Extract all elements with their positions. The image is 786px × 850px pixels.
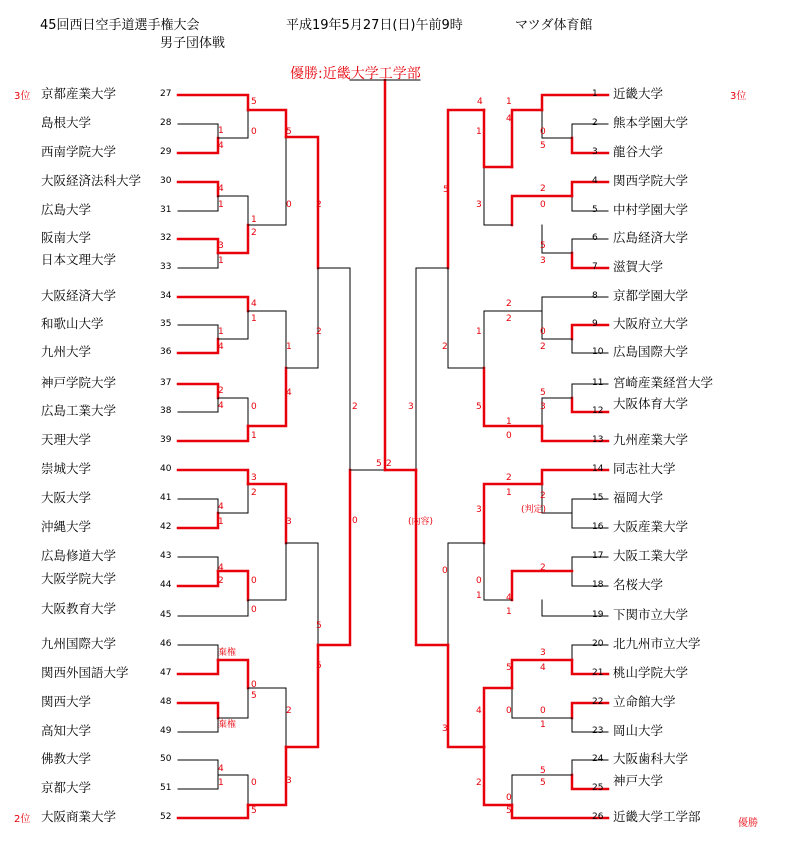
bracket-line <box>512 110 542 167</box>
seed-number: 12 <box>592 406 604 416</box>
team-name: 広島経済大学 <box>613 230 689 245</box>
team-name: 関西大学 <box>41 694 92 709</box>
seed-number: 32 <box>160 233 172 243</box>
score-label: 4 <box>218 764 224 774</box>
seed-number: 4 <box>592 176 598 186</box>
seed-number: 3 <box>592 147 598 157</box>
score-label: 1 <box>218 778 224 788</box>
score-label: 3 <box>540 648 546 658</box>
score-label: 5 <box>376 459 382 469</box>
score-label: 2 <box>506 473 512 483</box>
seed-number: 7 <box>592 262 598 272</box>
seed-number: 48 <box>160 697 172 707</box>
score-label: 4 <box>218 184 224 194</box>
bracket-line <box>178 95 248 110</box>
seed-number: 28 <box>160 118 172 128</box>
score-label: 3 <box>286 517 292 527</box>
score-label: 0 <box>286 200 292 210</box>
team-name: 日本文理大学 <box>41 252 117 267</box>
bracket-line <box>286 645 318 747</box>
score-label: 1 <box>506 488 512 498</box>
bracket-line <box>572 138 608 153</box>
seed-number: 34 <box>160 291 172 301</box>
team-name: 天理大学 <box>41 432 92 447</box>
score-label: 2 <box>352 402 358 412</box>
team-name: 立命館大学 <box>613 694 676 709</box>
team-name: 九州大学 <box>41 344 92 359</box>
score-label: 棄権 <box>218 648 237 658</box>
bracket-line <box>218 660 248 688</box>
team-name: 京都産業大学 <box>41 86 117 101</box>
score-label: 0 <box>251 605 257 615</box>
score-label: 3 <box>251 473 257 483</box>
bracket-line <box>178 718 218 732</box>
bracket-line <box>572 253 608 268</box>
bracket-line <box>484 368 542 426</box>
team-name: 大阪産業大学 <box>613 519 689 534</box>
score-label: (判定) <box>521 505 547 515</box>
event-venue: マツダ体育館 <box>515 18 593 33</box>
seed-number: 35 <box>160 319 172 329</box>
score-label: 3 <box>476 200 482 210</box>
team-name: 中村学園大学 <box>613 202 689 217</box>
bracket-line <box>542 398 572 426</box>
bracket-line <box>572 196 608 211</box>
seed-number: 33 <box>160 262 172 272</box>
team-name: 宮崎産業経営大学 <box>613 375 714 390</box>
seed-number: 16 <box>592 522 604 532</box>
team-name: 龍谷大学 <box>613 144 664 159</box>
score-label: 0 <box>476 576 482 586</box>
bracket-line <box>318 268 350 470</box>
score-label: 5 <box>540 241 546 251</box>
seed-number: 20 <box>592 639 604 649</box>
score-label: 2 <box>540 184 546 194</box>
seed-number: 10 <box>592 347 604 357</box>
team-name: 大阪大学 <box>41 490 92 505</box>
score-label: 5 <box>251 97 257 107</box>
score-label: 0 <box>251 127 257 137</box>
team-name: 大阪経済大学 <box>41 288 117 303</box>
score-label: 4 <box>476 706 482 716</box>
seed-number: 9 <box>592 319 598 329</box>
score-label: 0 <box>540 706 546 716</box>
score-label: 1 <box>540 720 546 730</box>
team-name: 名桜大学 <box>613 577 664 592</box>
bracket-line <box>178 384 218 398</box>
bracket-line <box>572 239 608 253</box>
bracket-line <box>178 253 218 268</box>
seed-number: 5 <box>592 205 598 215</box>
event-date: 平成19年5月27日(日)午前9時 <box>286 18 463 33</box>
bracket-line <box>178 182 218 196</box>
team-name: 九州国際大学 <box>41 636 117 651</box>
seed-number: 30 <box>160 176 172 186</box>
seed-number: 29 <box>160 147 172 157</box>
event-category: 男子団体戦 <box>160 36 226 51</box>
score-label: 0 <box>540 200 546 210</box>
seed-number: 2 <box>592 118 598 128</box>
seed-number: 43 <box>160 551 172 561</box>
team-name: 近畿大学工学部 <box>613 809 701 824</box>
team-name: 大阪歯科大学 <box>613 751 689 766</box>
score-label: 1 <box>476 591 482 601</box>
score-label: 3 <box>540 402 546 412</box>
score-label: 4 <box>540 663 546 673</box>
score-label: 5 <box>476 402 482 412</box>
score-label: 1 <box>251 314 257 324</box>
team-name: 島根大学 <box>41 115 92 130</box>
score-label: 4 <box>477 97 483 107</box>
score-label: 2 <box>476 778 482 788</box>
score-label: 2 <box>251 228 257 238</box>
score-label: 1 <box>506 417 512 427</box>
bracket-line <box>178 297 248 311</box>
score-label: 4 <box>218 141 224 151</box>
score-label: 2 <box>218 386 224 396</box>
bracket-line <box>542 225 572 253</box>
team-name: 広島大学 <box>41 202 92 217</box>
seed-number: 8 <box>592 291 598 301</box>
score-label: 5 <box>316 621 322 631</box>
seed-number: 22 <box>592 697 604 707</box>
score-label: 1 <box>218 327 224 337</box>
bracket-line <box>248 137 286 225</box>
score-label: 2 <box>540 342 546 352</box>
seed-number: 36 <box>160 347 172 357</box>
seed-number: 42 <box>160 522 172 532</box>
bracket-line <box>178 470 248 484</box>
seed-number: 51 <box>160 783 172 793</box>
bracket-line <box>178 660 218 674</box>
team-name: 岡山大学 <box>613 723 664 738</box>
seed-number: 17 <box>592 551 604 561</box>
seed-number: 21 <box>592 668 604 678</box>
team-name: 佛教大学 <box>41 751 92 766</box>
score-label: 1 <box>218 517 224 527</box>
score-label: 1 <box>218 126 224 136</box>
score-label: 5 <box>540 778 546 788</box>
bracket-line <box>178 760 218 775</box>
seed-number: 31 <box>160 205 172 215</box>
team-name: 大阪体育大学 <box>613 396 689 411</box>
seed-number: 15 <box>592 493 604 503</box>
score-label: 0 <box>251 778 257 788</box>
team-name: 神戸学院大学 <box>41 375 117 390</box>
team-name: 大阪学院大学 <box>41 571 117 586</box>
seed-number: 37 <box>160 378 172 388</box>
team-name: 滋賀大学 <box>613 259 664 274</box>
seed-number: 39 <box>160 435 172 445</box>
team-name: 大阪経済法科大学 <box>41 173 142 188</box>
seed-number: 6 <box>592 233 598 243</box>
team-name: 広島工業大学 <box>41 403 117 418</box>
bracket-line <box>542 95 608 110</box>
score-label: 5 <box>540 766 546 776</box>
score-label: 0 <box>506 706 512 716</box>
rank-badge: 優勝 <box>738 818 758 829</box>
score-label: 5 <box>316 661 322 671</box>
team-name: 大阪府立大学 <box>613 316 689 331</box>
score-label: 4 <box>218 563 224 573</box>
seed-number: 19 <box>592 610 604 620</box>
team-name: 北九州市立大学 <box>613 636 701 651</box>
team-name: 広島国際大学 <box>613 344 689 359</box>
score-label: 5 <box>506 806 512 816</box>
team-name: 大阪教育大学 <box>41 601 117 616</box>
score-label: 4 <box>506 593 512 603</box>
rank-badge: 3位 <box>730 91 747 102</box>
bracket-line <box>178 325 218 339</box>
score-label: 1 <box>506 97 512 107</box>
bracket-line <box>512 571 572 600</box>
team-name: 桃山学院大学 <box>613 665 689 680</box>
seed-number: 26 <box>592 812 604 822</box>
bracket-line <box>448 268 484 368</box>
bracket-line <box>542 297 608 311</box>
score-label: 5 <box>286 127 292 137</box>
rank-badge: 3位 <box>14 91 31 102</box>
team-name: 阪南大学 <box>41 230 92 245</box>
bracket-line <box>318 470 350 645</box>
bracket-line <box>572 124 608 138</box>
team-name: 大阪工業大学 <box>613 548 689 563</box>
bracket-line <box>178 703 218 718</box>
champion-banner: 優勝:近畿大学工学部 <box>290 66 421 82</box>
bracket-line <box>484 311 542 368</box>
bracket-line <box>248 543 286 600</box>
bracket-line <box>286 268 318 368</box>
team-name: 福岡大学 <box>613 490 664 505</box>
seed-number: 13 <box>592 435 604 445</box>
seed-number: 38 <box>160 406 172 416</box>
score-label: 1 <box>251 215 257 225</box>
score-label: 0 <box>540 127 546 137</box>
score-label: 5 <box>540 141 546 151</box>
bracket-line <box>178 124 218 138</box>
team-name: 下関市立大学 <box>613 607 689 622</box>
score-label: 3 <box>218 241 224 251</box>
score-label: 5 <box>540 388 546 398</box>
score-label: 1 <box>476 127 482 137</box>
bracket-line <box>178 571 218 586</box>
seed-number: 23 <box>592 726 604 736</box>
seed-number: 52 <box>160 812 172 822</box>
score-label: 2 <box>218 576 224 586</box>
bracket-line <box>178 775 218 789</box>
score-label: 2 <box>286 706 292 716</box>
seed-number: 1 <box>592 89 598 99</box>
bracket-line <box>286 543 318 645</box>
seed-number: 49 <box>160 726 172 736</box>
seed-number: 11 <box>592 378 604 388</box>
score-label: 5 <box>506 663 512 673</box>
team-name: 近畿大学 <box>613 86 664 101</box>
score-label: 0 <box>506 431 512 441</box>
score-label: 0 <box>442 566 448 576</box>
rank-badge: 2位 <box>14 814 31 825</box>
bracket-line <box>448 645 484 747</box>
score-label: 2 <box>540 491 546 501</box>
score-label: 4 <box>218 342 224 352</box>
bracket-line <box>178 339 218 353</box>
team-name: 崇城大学 <box>41 461 92 476</box>
team-name: 九州産業大学 <box>613 432 689 447</box>
bracket-line <box>178 499 218 513</box>
bracket-line <box>542 311 572 339</box>
score-label: 4 <box>218 401 224 411</box>
score-label: 1 <box>286 342 292 352</box>
team-name: 和歌山大学 <box>41 316 104 331</box>
score-label: 棄権 <box>218 720 237 730</box>
score-label: 2 <box>316 327 322 337</box>
team-name: 関西学院大学 <box>613 173 689 188</box>
bracket-line <box>178 805 248 818</box>
team-name: 関西外国語大学 <box>41 665 129 680</box>
seed-number: 45 <box>160 610 172 620</box>
score-label: 2 <box>540 563 546 573</box>
bracket-line <box>248 747 286 805</box>
bracket-line <box>178 513 218 528</box>
bracket-line <box>218 688 248 718</box>
score-label: 3 <box>476 505 482 515</box>
score-label: 2 <box>506 314 512 324</box>
score-label: 2 <box>386 459 392 469</box>
team-name: 同志社大学 <box>613 461 676 476</box>
bracket-line <box>178 557 218 571</box>
score-label: 2 <box>251 488 257 498</box>
score-label: 0 <box>352 516 358 526</box>
score-label: 2 <box>442 342 448 352</box>
seed-number: 50 <box>160 754 172 764</box>
bracket-line <box>178 138 218 153</box>
seed-number: 46 <box>160 639 172 649</box>
bracket-line <box>572 182 608 196</box>
score-label: 1 <box>218 256 224 266</box>
seed-number: 44 <box>160 580 172 590</box>
team-name: 大阪商業大学 <box>41 809 117 824</box>
bracket-line <box>178 645 218 660</box>
bracket-line <box>542 110 572 138</box>
bracket-line <box>572 325 608 339</box>
score-label: 0 <box>506 793 512 803</box>
event-title: 45回西日空手道選手権大会 <box>40 18 200 33</box>
seed-number: 25 <box>592 783 604 793</box>
score-label: 3 <box>286 776 292 786</box>
score-label: 4 <box>506 114 512 124</box>
score-label: 5 <box>251 691 257 701</box>
bracket-line <box>178 600 248 616</box>
score-label: 2 <box>316 200 322 210</box>
seed-number: 24 <box>592 754 604 764</box>
team-name: 広島修道大学 <box>41 548 117 563</box>
score-label: 4 <box>251 299 257 309</box>
team-name: 神戸大学 <box>613 773 664 788</box>
score-label: 5 <box>251 806 257 816</box>
bracket-line <box>484 543 512 600</box>
score-label: 1 <box>218 200 224 210</box>
team-name: 京都学園大学 <box>613 288 689 303</box>
score-label: 1 <box>251 431 257 441</box>
seed-number: 27 <box>160 89 172 99</box>
score-label: 0 <box>540 327 546 337</box>
bracket-line <box>178 398 218 412</box>
score-label: 1 <box>506 607 512 617</box>
bracket-line <box>178 426 248 441</box>
score-label: 4 <box>218 502 224 512</box>
score-label: 0 <box>251 402 257 412</box>
seed-number: 41 <box>160 493 172 503</box>
seed-number: 18 <box>592 580 604 590</box>
seed-number: 40 <box>160 464 172 474</box>
bracket-line <box>248 368 286 426</box>
score-label: 0 <box>251 680 257 690</box>
bracket-line <box>484 167 512 225</box>
score-label: 3 <box>408 402 414 412</box>
bracket-line <box>178 239 218 253</box>
bracket-line <box>178 196 218 211</box>
team-name: 京都大学 <box>41 780 92 795</box>
bracket-line <box>542 484 572 513</box>
seed-number: 47 <box>160 668 172 678</box>
team-name: 高知大学 <box>41 723 92 738</box>
seed-number: 14 <box>592 464 604 474</box>
bracket-line <box>484 688 512 747</box>
score-label: 3 <box>442 724 448 734</box>
score-label: 2 <box>506 299 512 309</box>
bracket-line <box>416 268 448 470</box>
score-label: 3 <box>540 256 546 266</box>
score-label: 1 <box>476 327 482 337</box>
score-label: 0 <box>251 576 257 586</box>
team-name: 西南学院大学 <box>41 144 117 159</box>
bracket-line <box>416 470 448 645</box>
team-name: 熊本学園大学 <box>613 115 689 130</box>
score-label: 5 <box>443 185 449 195</box>
team-name: 沖縄大学 <box>41 519 92 534</box>
score-label: (内容) <box>408 517 434 527</box>
score-label: 4 <box>286 388 292 398</box>
